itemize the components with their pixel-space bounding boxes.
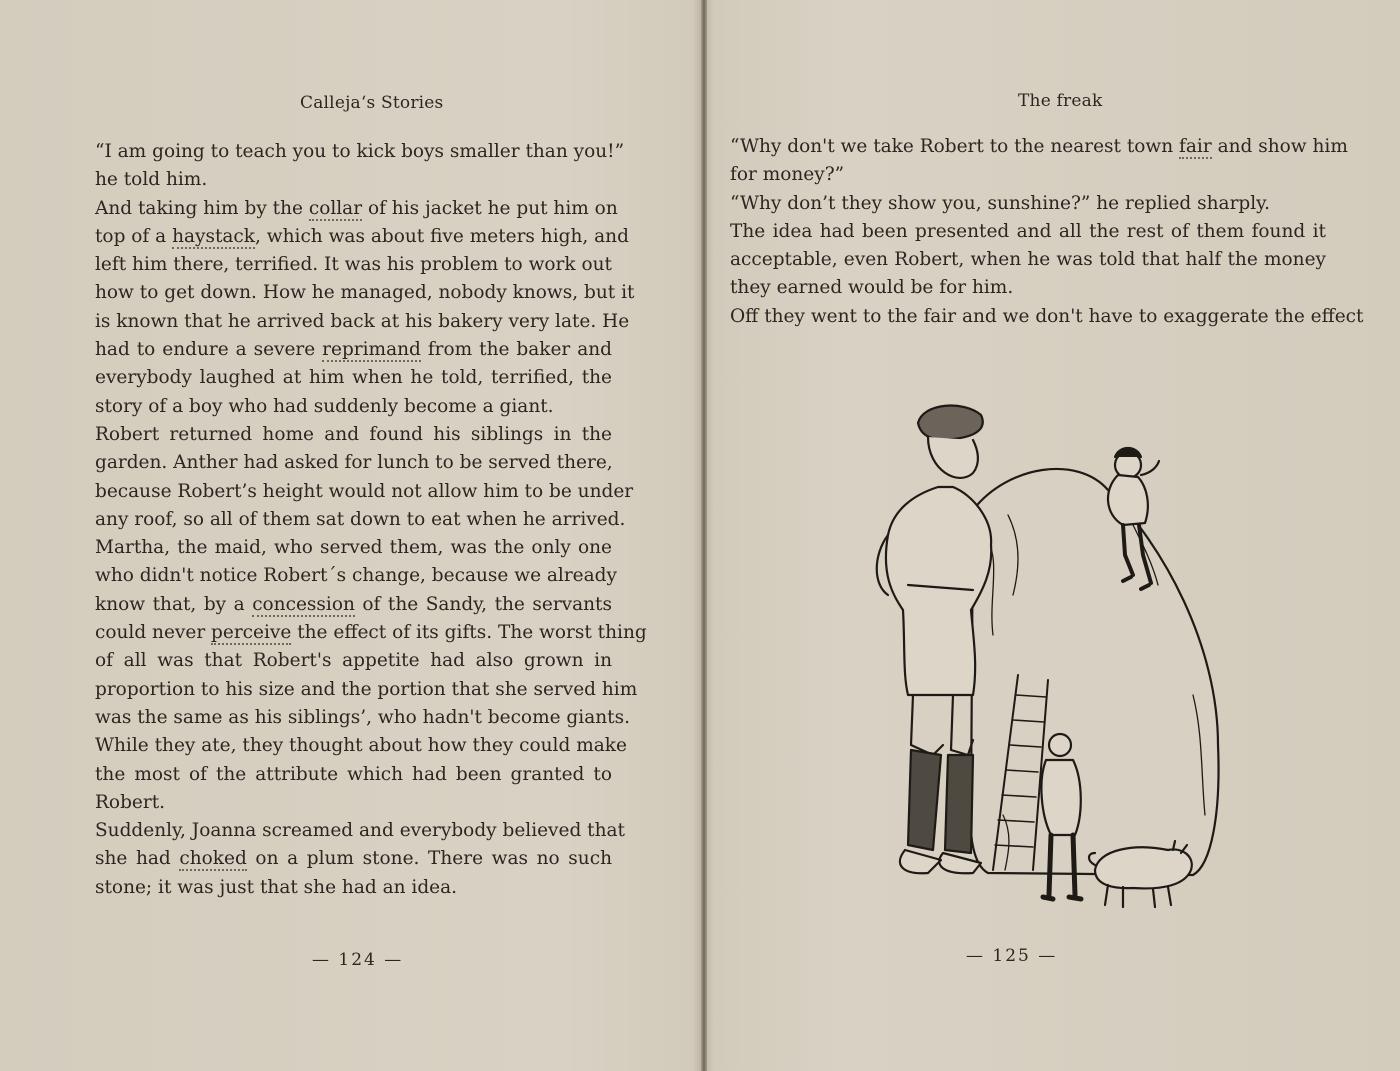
text-line — [730, 133, 1348, 161]
line-text: The idea had been presented and all the rest of them found it — [730, 220, 1326, 242]
line-text: for money?” — [730, 164, 845, 186]
line-text: , which was about five meters high, and — [255, 225, 629, 247]
right-page — [708, 0, 1400, 1071]
line-text: she had — [95, 848, 180, 870]
book-gutter — [701, 0, 707, 1071]
text-line — [730, 218, 1326, 246]
line-text: on a plum stone. There was no such — [246, 848, 612, 870]
line-text: “I am going to teach you to kick boys smaller than you!” — [95, 141, 625, 162]
line-text: garden. Anther had asked for lunch to be served there, — [95, 452, 613, 474]
text-line — [95, 562, 617, 590]
line-text: had to endure a severe — [95, 339, 323, 361]
line-text: how to get down. How he managed, nobody knows, but it — [95, 282, 635, 304]
text-line — [95, 789, 612, 817]
text-line — [95, 704, 630, 732]
glossary-word-link[interactable]: collar — [308, 197, 363, 219]
line-text: of the Sandy, the servants — [354, 593, 612, 615]
running-head-left: Calleja‘s Stories — [300, 93, 444, 113]
text-line — [95, 279, 635, 307]
running-head-right: The freak — [1018, 91, 1103, 111]
text-line — [730, 161, 1326, 189]
left-page-text — [95, 138, 647, 902]
line-text: of his jacket he put him on — [362, 197, 618, 219]
glossary-word-link[interactable]: fair — [1179, 136, 1212, 157]
line-text: Robert returned home and found his siblings in the — [95, 423, 612, 445]
text-line — [95, 364, 612, 392]
text-line — [95, 336, 612, 364]
line-text: the effect of its gifts. The worst thing — [291, 622, 647, 644]
line-text: know that, by a — [95, 593, 253, 615]
line-text: from the baker and — [420, 339, 612, 361]
text-line — [95, 251, 612, 279]
text-line — [95, 195, 618, 223]
line-text: left him there, terrified. It was his problem to work out — [95, 254, 612, 276]
line-text: “Why don't we take Robert to the nearest town — [730, 136, 1180, 157]
line-text: could never — [95, 622, 212, 644]
line-text: of all was that Robert's appetite had also grown in — [95, 650, 612, 672]
text-line — [95, 138, 625, 166]
line-text: acceptable, even Robert, when he was told that half the money — [730, 249, 1326, 271]
text-line — [95, 308, 630, 336]
text-line — [95, 421, 612, 449]
text-line — [95, 393, 612, 421]
text-line — [730, 274, 1326, 302]
line-text: the most of the attribute which had been granted to — [95, 763, 612, 785]
line-text: And taking him by the — [95, 197, 309, 219]
line-text: was the same as his siblings’, who hadn't become giants. — [95, 706, 630, 728]
text-line — [730, 246, 1326, 274]
line-text: stone; it was just that she had an idea. — [95, 876, 458, 898]
line-text: “Why don’t they show you, sunshine?” he replied sharply. — [730, 192, 1271, 214]
text-line — [95, 591, 612, 619]
glossary-word-link[interactable]: concession — [252, 593, 355, 615]
text-line — [95, 845, 612, 873]
line-text: everybody laughed at him when he told, terrified, the — [95, 367, 612, 389]
line-text: is known that he arrived back at his bakery very late. He — [95, 310, 630, 332]
line-text: story of a boy who had suddenly become a giant. — [95, 395, 554, 417]
glossary-word-link[interactable]: haystack — [172, 225, 256, 247]
line-text: because Robert’s height would not allow him to be under — [95, 480, 634, 502]
text-line — [95, 732, 627, 760]
text-line — [95, 223, 629, 251]
text-line — [95, 761, 612, 789]
text-line — [95, 676, 638, 704]
line-text: who didn't notice Robert´s change, because we already — [95, 565, 617, 587]
line-text: and show him — [1211, 136, 1348, 157]
text-line — [95, 874, 612, 902]
page-number-right: — 125 — — [966, 946, 1058, 966]
line-text: he told him. — [95, 169, 208, 191]
line-text: Suddenly, Joanna screamed and everybody believed that — [95, 820, 625, 842]
text-line — [95, 478, 634, 506]
glossary-word-link[interactable]: choked — [179, 848, 247, 870]
line-text: top of a — [95, 225, 173, 247]
text-line — [730, 190, 1326, 218]
line-text: any roof, so all of them sat down to eat when he arrived. — [95, 508, 626, 530]
line-text: While they ate, they thought about how they could make — [95, 735, 627, 757]
text-line — [95, 506, 626, 534]
text-line — [95, 619, 647, 647]
text-line — [95, 817, 625, 845]
right-page-text — [730, 133, 1364, 331]
line-text: proportion to his size and the portion that she served him — [95, 678, 638, 700]
giant-boy-haystack-illustration — [833, 395, 1233, 925]
line-text: Off they went to the fair and we don't have to exaggerate the effect — [730, 305, 1364, 327]
text-line — [95, 166, 612, 194]
page-number-left: — 124 — — [312, 950, 404, 970]
text-line — [95, 647, 612, 675]
text-line — [95, 449, 612, 477]
glossary-word-link[interactable]: perceive — [211, 622, 292, 644]
glossary-word-link[interactable]: reprimand — [322, 339, 421, 361]
line-text: they earned would be for him. — [730, 277, 1014, 299]
text-line — [730, 303, 1364, 331]
text-line — [95, 534, 612, 562]
line-text: Robert. — [95, 791, 166, 813]
line-text: Martha, the maid, who served them, was the only one — [95, 537, 612, 559]
